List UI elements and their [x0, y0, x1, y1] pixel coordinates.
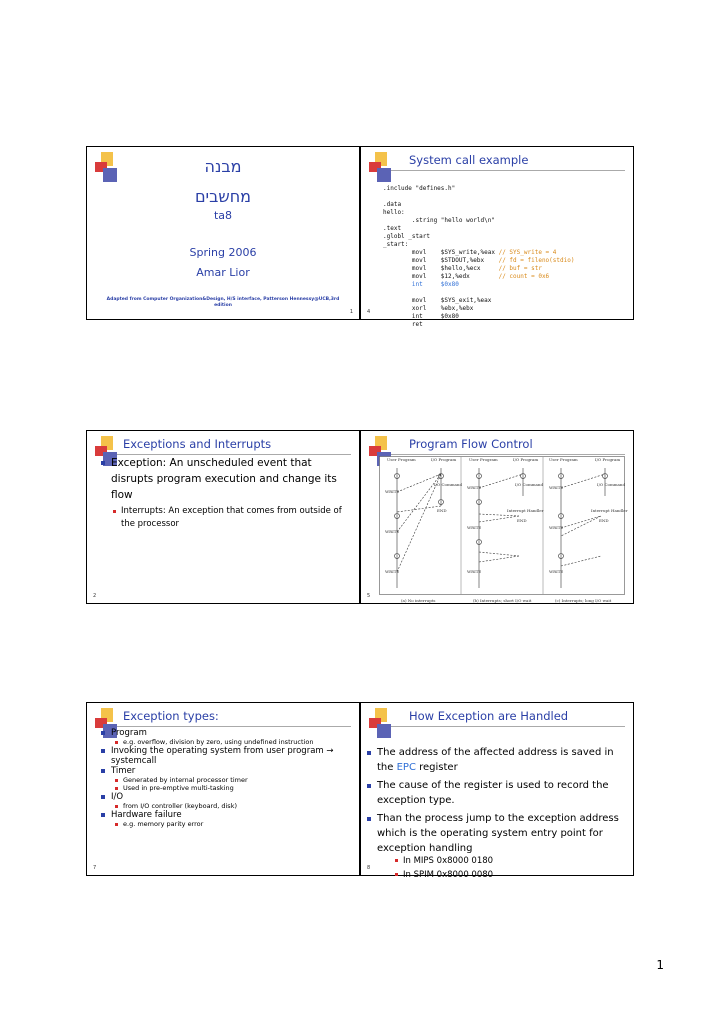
title-rule	[391, 454, 625, 455]
list-item: I/O	[101, 792, 351, 802]
code-comment: // buf = str	[494, 265, 542, 272]
slide-1	[86, 146, 360, 320]
code-line: xorl %ebx,%ebx	[383, 305, 474, 312]
bullet-icon	[101, 769, 105, 773]
slide-2	[86, 430, 360, 604]
code-line: int $0x80	[383, 281, 459, 288]
bullet-icon	[101, 731, 105, 735]
slide-8	[360, 702, 634, 880]
col-io-c: I/O Program	[595, 457, 621, 462]
code-line: movl $SYS_write,%eax // SYS_write = 4	[383, 249, 557, 256]
bullet-icon	[101, 461, 105, 465]
bullet-icon	[367, 751, 371, 755]
bullet-icon	[101, 813, 105, 817]
write-label: WRITE	[549, 525, 564, 530]
caption-a: (a) No interrupts	[401, 598, 436, 603]
caption-c: (c) Interrupts; long I/O wait	[555, 598, 612, 603]
bullet-item: Than the process jump to the exception address which is the operating system entry point for exception handling	[367, 811, 629, 856]
list-item: Timer	[101, 766, 351, 776]
col-user-c: User Program	[549, 457, 578, 462]
code-line: movl $STDOUT,%ebx // fd = fileno(stdio)	[383, 257, 575, 264]
col-io-b: I/O Program	[513, 457, 539, 462]
flow-diagram	[379, 456, 628, 604]
slide-title: Exceptions and Interrupts	[123, 437, 272, 451]
code-line: int $0x80	[383, 313, 459, 320]
write-label: WRITE	[467, 525, 482, 530]
code-comment: // count = 0x6	[494, 273, 550, 280]
exception-type-list	[101, 728, 351, 828]
end-label: END	[599, 518, 609, 523]
slide-number: 2	[93, 593, 97, 599]
page-number: 1	[656, 958, 664, 972]
slide-decoration	[369, 152, 395, 186]
subtitle: ta8	[213, 209, 233, 222]
sub-list-item: from I/O controller (keyboard, disk)	[101, 802, 351, 810]
code-line: movl $hello,%ecx // buf = str	[383, 265, 542, 272]
bullet-icon	[101, 795, 105, 799]
bullet-item: The cause of the register is used to record the exception type.	[367, 778, 629, 808]
code-line: _start:	[383, 241, 409, 248]
code-line: .data	[383, 201, 402, 208]
end-label: END	[437, 508, 447, 513]
col-user-a: User Program	[387, 457, 416, 462]
code-line: .include "defines.h"	[383, 185, 456, 192]
code-line: .globl _start	[383, 233, 430, 240]
sub-list-item: e.g. overflow, division by zero, using undefined instruction	[101, 738, 351, 746]
slide-4	[360, 146, 634, 328]
bullet-item: Exception: An unscheduled event that disrupts program execution and change its flow	[101, 455, 351, 503]
sub-bullet-icon	[115, 805, 118, 808]
slide-number: 5	[367, 593, 371, 599]
slide-title: System call example	[409, 153, 529, 167]
bullet-icon	[101, 749, 105, 753]
sub-bullet-icon	[115, 741, 118, 744]
bullet-item: The address of the affected address is saved in the EPC register	[367, 745, 629, 775]
sub-bullet-icon	[113, 510, 116, 513]
io-command-label: I/O Command	[434, 482, 463, 487]
sub-list-item: Generated by internal processor timer	[101, 776, 351, 784]
handler-label: Interrupt Handler	[507, 508, 544, 513]
sub-bullet-icon	[395, 873, 398, 876]
col-user-b: User Program	[469, 457, 498, 462]
write-label: WRITE	[467, 485, 482, 490]
col-io-a: I/O Program	[431, 457, 457, 462]
title-rule	[391, 170, 625, 171]
slide-number: 7	[93, 865, 97, 871]
sub-list-item: Used in pre-emptive multi-tasking	[101, 784, 351, 792]
sub-bullet-item: Interrupts: An exception that comes from outside of the processor	[113, 505, 343, 531]
code-block	[383, 185, 574, 329]
semester: Spring 2006	[189, 246, 257, 259]
code-line: ret	[383, 321, 423, 328]
list-item: Hardware failure	[101, 810, 351, 820]
write-label: WRITE	[385, 529, 400, 534]
handler-label: Interrupt Handler	[591, 508, 628, 513]
code-line: hello:	[383, 209, 405, 216]
sub-bullet-icon	[395, 859, 398, 862]
slide-5	[360, 430, 634, 604]
adapted-note: Adapted from Computer Organization&Design, H/S interface, Patterson Hennessy@UCB,3rd edition	[106, 297, 340, 308]
bullet-icon	[367, 817, 371, 821]
title-rule	[391, 726, 625, 727]
title-hebrew-1: מבנה	[204, 157, 242, 176]
slide-number: 1	[349, 309, 353, 315]
slide-decoration	[369, 708, 395, 742]
code-comment: // SYS_write = 4	[494, 249, 557, 256]
title-hebrew-2: מחשבים	[194, 187, 252, 206]
write-label: WRITE	[549, 485, 564, 490]
sub-bullet-icon	[115, 787, 118, 790]
bullet-icon	[367, 784, 371, 788]
title-rule	[117, 726, 351, 727]
sub-bullet-item: In MIPS 0x8000 0180	[395, 855, 493, 867]
sub-bullet-icon	[115, 779, 118, 782]
slide-number: 4	[367, 309, 371, 315]
epc-term: EPC	[396, 762, 416, 773]
sub-bullet-item: In SPIM 0x8000 0080	[395, 869, 493, 881]
write-label: WRITE	[385, 489, 400, 494]
code-line: movl $12,%edx // count = 0x6	[383, 273, 550, 280]
end-label: END	[517, 518, 527, 523]
code-line: .text	[383, 225, 402, 232]
io-command-label: I/O Command	[515, 482, 544, 487]
write-label: WRITE	[549, 569, 564, 574]
write-label: WRITE	[467, 569, 482, 574]
slide-title: Program Flow Control	[409, 437, 533, 451]
slide-7	[86, 702, 360, 876]
code-line: .string "hello world\n"	[383, 217, 495, 224]
sub-bullet-icon	[115, 823, 118, 826]
slide-title: Exception types:	[123, 709, 219, 723]
slide-title: How Exception are Handled	[409, 709, 569, 723]
slide-number: 8	[367, 865, 371, 871]
io-command-label: I/O Command	[597, 482, 626, 487]
code-line: movl $SYS_exit,%eax	[383, 297, 492, 304]
write-label: WRITE	[385, 569, 400, 574]
list-item: Program	[101, 728, 351, 738]
list-item: Invoking the operating system from user program → systemcall	[101, 746, 351, 766]
author: Amar Lior	[196, 266, 250, 279]
sub-list-item: e.g. memory parity error	[101, 820, 351, 828]
code-comment: // fd = fileno(stdio)	[494, 257, 575, 264]
caption-b: (b) Interrupts; short I/O wait	[473, 598, 532, 603]
